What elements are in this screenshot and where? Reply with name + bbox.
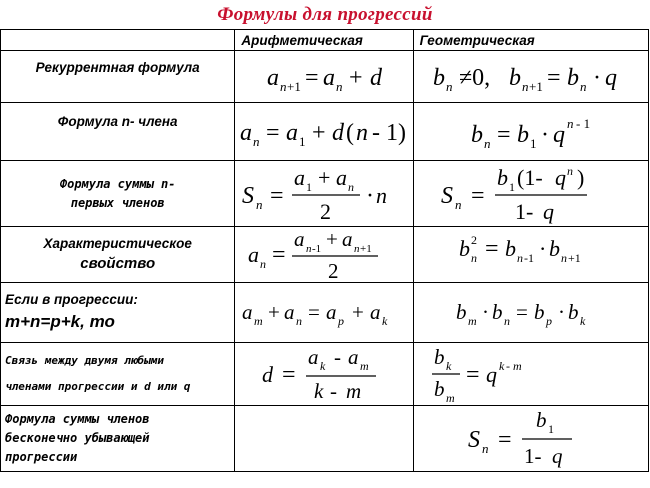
svg-text:b: b [458,235,470,261]
svg-text:a: a [283,299,295,324]
svg-text:b: b [533,299,545,324]
arithmetic-relation-formula [235,343,413,406]
svg-text:b: b [432,64,445,91]
svg-text:n: n [355,119,368,146]
svg-text:a: a [335,164,347,190]
table-row-infinite-sum [1,406,649,472]
svg-text:a: a [341,227,353,251]
svg-text:b: b [516,121,529,148]
svg-text:m: m [512,359,522,373]
svg-text:k: k [381,313,388,328]
svg-text:+1: +1 [359,242,372,255]
svg-text:d: d [369,64,382,91]
header-empty-cell [1,30,235,51]
row-label: Рекуррентная формула [35,60,200,75]
svg-text:1: 1 [508,179,515,194]
svg-text:b: b [567,299,579,324]
arithmetic-property-formula [235,227,413,283]
svg-text:a: a [307,345,319,369]
svg-text:b: b [491,299,503,324]
svg-text:b: b [504,235,516,261]
page-title: Формулы для прогрессий [217,4,433,25]
svg-text:-1: -1 [311,242,322,255]
svg-text:1): 1) [385,119,406,146]
svg-text:n: n [375,182,387,208]
row-label-line1: Характеристическое [43,235,192,251]
row-label-line1: Связь между двумя любыми [5,354,164,367]
svg-text:+: + [351,299,364,324]
svg-text:n: n [335,78,343,94]
svg-text:m: m [467,313,477,328]
arithmetic-sum-formula [235,161,413,227]
svg-text:+: + [311,119,326,146]
svg-text:+: + [317,164,331,190]
svg-text:n: n [305,242,312,255]
svg-text:=: = [269,182,284,209]
geometric-sum-formula [413,161,648,227]
svg-text:1: 1 [305,179,312,194]
svg-text:k: k [579,313,586,328]
svg-text:≠0,: ≠0, [458,64,490,91]
svg-text:b: b [433,377,445,401]
arithmetic-nth-term-formula [235,103,413,161]
svg-text:q: q [552,121,565,148]
svg-text:1-: 1- [514,198,534,224]
svg-text:n: n [481,440,489,456]
arithmetic-recurrent-formula [235,51,413,103]
geometric-recurrent-formula [413,51,648,103]
svg-text:S: S [440,182,453,209]
arithmetic-index-sum-formula [235,283,413,343]
svg-text:·: · [557,299,565,324]
svg-text:1: 1 [529,135,537,151]
svg-text:q: q [551,443,563,468]
header-arithmetic: Арифметическая [235,30,413,51]
svg-text:a: a [325,299,337,324]
svg-text:b: b [508,64,521,91]
svg-text:·: · [540,121,549,148]
table-row-sum [1,161,649,227]
svg-text:b: b [535,408,547,432]
geometric-index-sum-formula [413,283,648,343]
svg-text:a: a [322,64,335,91]
svg-text:q: q [542,198,554,224]
svg-text:-: - [329,379,337,403]
svg-text:·: · [538,235,547,261]
svg-text:n: n [483,135,491,151]
header-row [1,30,649,51]
svg-text:+: + [325,227,338,251]
svg-text:m: m [359,359,369,373]
svg-text:n: n [295,313,302,328]
svg-text:=: = [307,299,320,324]
svg-text:2: 2 [327,258,339,282]
svg-text:=: = [271,241,286,268]
svg-text:(: ( [345,119,354,146]
svg-text:b: b [470,121,483,148]
svg-text:n: n [353,242,360,255]
geometric-nth-term-formula [413,103,648,161]
svg-text:n: n [252,133,260,149]
svg-text:): ) [576,164,585,190]
svg-text:n: n [579,78,587,94]
geometric-infinite-sum-formula [413,406,648,472]
svg-text:1-: 1- [523,443,542,468]
svg-text:a: a [347,345,359,369]
header-geometric: Геометрическая [413,30,648,51]
table-row-property [1,227,649,283]
row-label-line3: прогрессии [5,450,78,464]
svg-text:a: a [266,64,279,91]
svg-text:n: n [279,78,287,94]
row-label-cell [1,227,235,283]
svg-text:b: b [548,235,560,261]
svg-text:+: + [267,299,280,324]
row-label-cell [1,161,235,227]
row-label: Формула n- члена [57,114,178,129]
svg-text:+: + [348,64,363,91]
svg-text:=: = [304,64,319,91]
svg-text:a: a [239,119,252,146]
svg-text:-: - [371,119,380,146]
svg-text:·: · [481,299,489,324]
svg-text:=: = [265,119,280,146]
row-label-line2: членами прогрессии и d или q [5,380,191,393]
svg-text:1: 1 [547,421,554,436]
svg-text:n: n [470,250,477,265]
svg-text:n: n [255,196,263,212]
table-row-relation [1,343,649,406]
svg-text:q: q [604,64,617,91]
svg-text:S: S [467,426,480,453]
svg-text:=: = [484,235,499,262]
svg-text:n: n [347,179,354,194]
svg-text:-: - [333,345,341,369]
svg-text:d: d [331,119,344,146]
svg-text:+1: +1 [567,250,581,265]
svg-text:n: n [566,115,574,131]
svg-text:k: k [445,359,451,373]
row-label-cell [1,51,235,103]
svg-text:2: 2 [319,198,331,224]
svg-text:- 1: - 1 [575,115,590,131]
svg-text:a: a [369,299,381,324]
svg-text:-1: -1 [523,250,534,265]
row-label-cell [1,343,235,406]
svg-text:=: = [497,426,512,453]
svg-text:d: d [261,362,273,387]
table-row-nth-term [1,103,649,161]
geometric-relation-formula [413,343,648,406]
svg-text:=: = [281,362,296,388]
svg-text:k: k [319,359,326,373]
svg-text:b: b [455,299,467,324]
row-label-line1: Если в прогрессии: [5,291,138,307]
svg-text:b: b [496,164,508,190]
svg-text:a: a [247,241,259,267]
svg-text:q: q [485,362,497,387]
svg-text:=: = [546,64,561,91]
svg-text:=: = [465,362,480,388]
svg-text:n: n [566,163,573,178]
svg-text:a: a [285,119,298,146]
svg-text:2: 2 [470,232,477,247]
svg-text:S: S [241,182,254,209]
svg-text:k: k [313,379,324,403]
svg-text:b: b [433,345,445,369]
svg-text:-: - [505,359,510,373]
row-label-line2: первых членов [70,195,165,210]
row-label-cell [1,406,235,472]
row-label-cell [1,283,235,343]
row-label-line1: Формула суммы n- [59,176,176,191]
svg-text:p: p [545,313,552,328]
svg-text:m: m [345,379,362,403]
svg-text:n: n [516,250,523,265]
svg-text:n: n [503,313,510,328]
svg-text:q: q [554,164,566,190]
table-row-index-sum [1,283,649,343]
svg-text:n: n [521,78,529,94]
svg-text:+1: +1 [286,78,301,94]
svg-text:m: m [253,313,263,328]
svg-text:(1-: (1- [516,164,543,190]
svg-text:n: n [560,250,567,265]
row-label-line2: m+n=p+k, то [5,311,115,331]
table-row-recurrent [1,51,649,103]
svg-text:+1: +1 [528,78,543,94]
svg-text:p: p [337,313,344,328]
svg-text:·: · [592,64,601,91]
svg-text:1: 1 [298,133,306,149]
arithmetic-infinite-sum-empty [235,406,413,472]
svg-text:n: n [259,256,266,271]
svg-text:=: = [496,121,511,148]
svg-text:a: a [293,164,305,190]
row-label-cell [1,103,235,161]
svg-text:a: a [293,227,305,251]
geometric-property-formula [413,227,648,283]
row-label-line1: Формула суммы членов [5,412,150,426]
row-label-line2: бесконечно убывающей [5,431,150,445]
svg-text:m: m [445,391,455,404]
svg-text:=: = [470,182,485,209]
svg-text:=: = [515,299,528,324]
svg-text:·: · [365,182,374,209]
row-label-line2: свойство [80,254,156,272]
svg-text:b: b [566,64,579,91]
svg-text:n: n [454,196,462,212]
formulas-table [0,29,649,472]
svg-text:n: n [445,78,453,94]
svg-text:k: k [498,359,504,373]
svg-text:a: a [241,299,253,324]
